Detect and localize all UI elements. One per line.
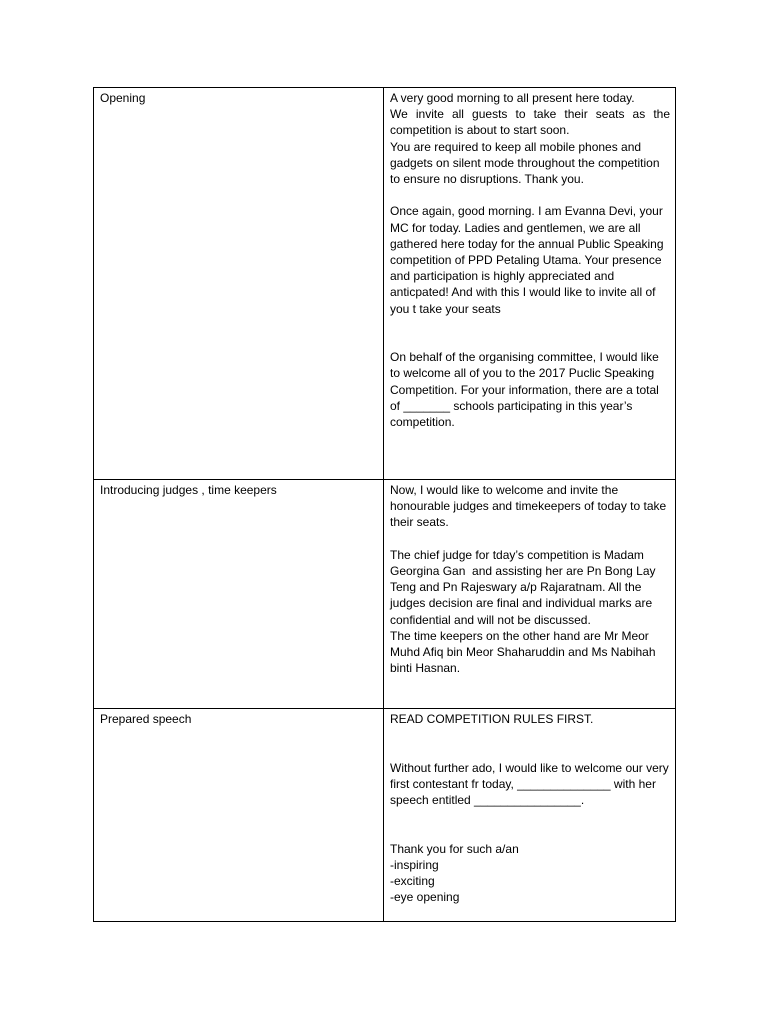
spacer [390,824,670,840]
row-label-text: Opening [100,91,146,105]
spacer [390,743,670,759]
content-line: Once again, good morning. I am Evanna Devi, your MC for today. Ladies and gentlemen, we are all gathered here today for the annual Public Speaking competition of PPD Petaling Utama. Your presence and participation is highly appreciated and anticpated! And with this I would like to invite all of you t take your seats [390,204,667,316]
row-content-opening [384,88,676,480]
content-line: Thank you for such a/an [390,841,519,856]
spacer [390,727,670,743]
row-label-prepared-speech [94,709,384,922]
row-label-text: Prepared speech [100,712,192,726]
row-label-text: Introducing judges , time keepers [100,483,277,497]
content-line: -eye opening [390,890,460,905]
content-line: You are required to keep all mobile phones and gadgets on silent mode throughout the competition to ensure no disruptions. Thank you. [390,139,663,187]
spacer [390,333,670,349]
content-line: A very good morning to all present here today. [390,91,635,105]
content-line: Now, I would like to welcome and invite the honourable judges and timekeepers of today to take their seats. [390,483,670,530]
content-line: READ COMPETITION RULES FIRST. [390,712,594,726]
content-line: -inspiring [390,857,439,872]
row-content-prepared-speech [384,709,676,922]
spacer [390,317,670,333]
table-row [94,709,676,922]
row-content-judges [384,480,676,709]
script-table [93,87,676,922]
content-line: Without further ado, I would like to welcome our very first contestant fr today, ______________ with her speech entitled ________________. [390,760,673,807]
content-line: On behalf of the organising committee, I would like to welcome all of you to the 2017 Puclic Speaking Competition. For your information, there are a total of _______ schools participating in this year’s competition. [390,350,663,430]
row-label-judges [94,480,384,709]
spacer [390,187,670,203]
spacer [390,808,670,824]
content-line: -exciting [390,873,435,888]
table-row [94,480,676,709]
content-line: The time keepers on the other hand are Mr Meor Muhd Afiq bin Meor Shaharuddin and Ms Nabihah binti Hasnan. [390,628,659,676]
content-line: We invite all guests to take their seats as the competition is about to start soon. [390,107,674,138]
spacer [390,531,670,547]
row-label-opening [94,88,384,480]
content-line: The chief judge for tday’s competition is Madam Georgina Gan and assisting her are Pn Bong Lay Teng and Pn Rajeswary a/p Rajaratnam. All the judges decision are final and individual marks are confidential and will not be discussed. [390,547,659,627]
table-row [94,88,676,480]
